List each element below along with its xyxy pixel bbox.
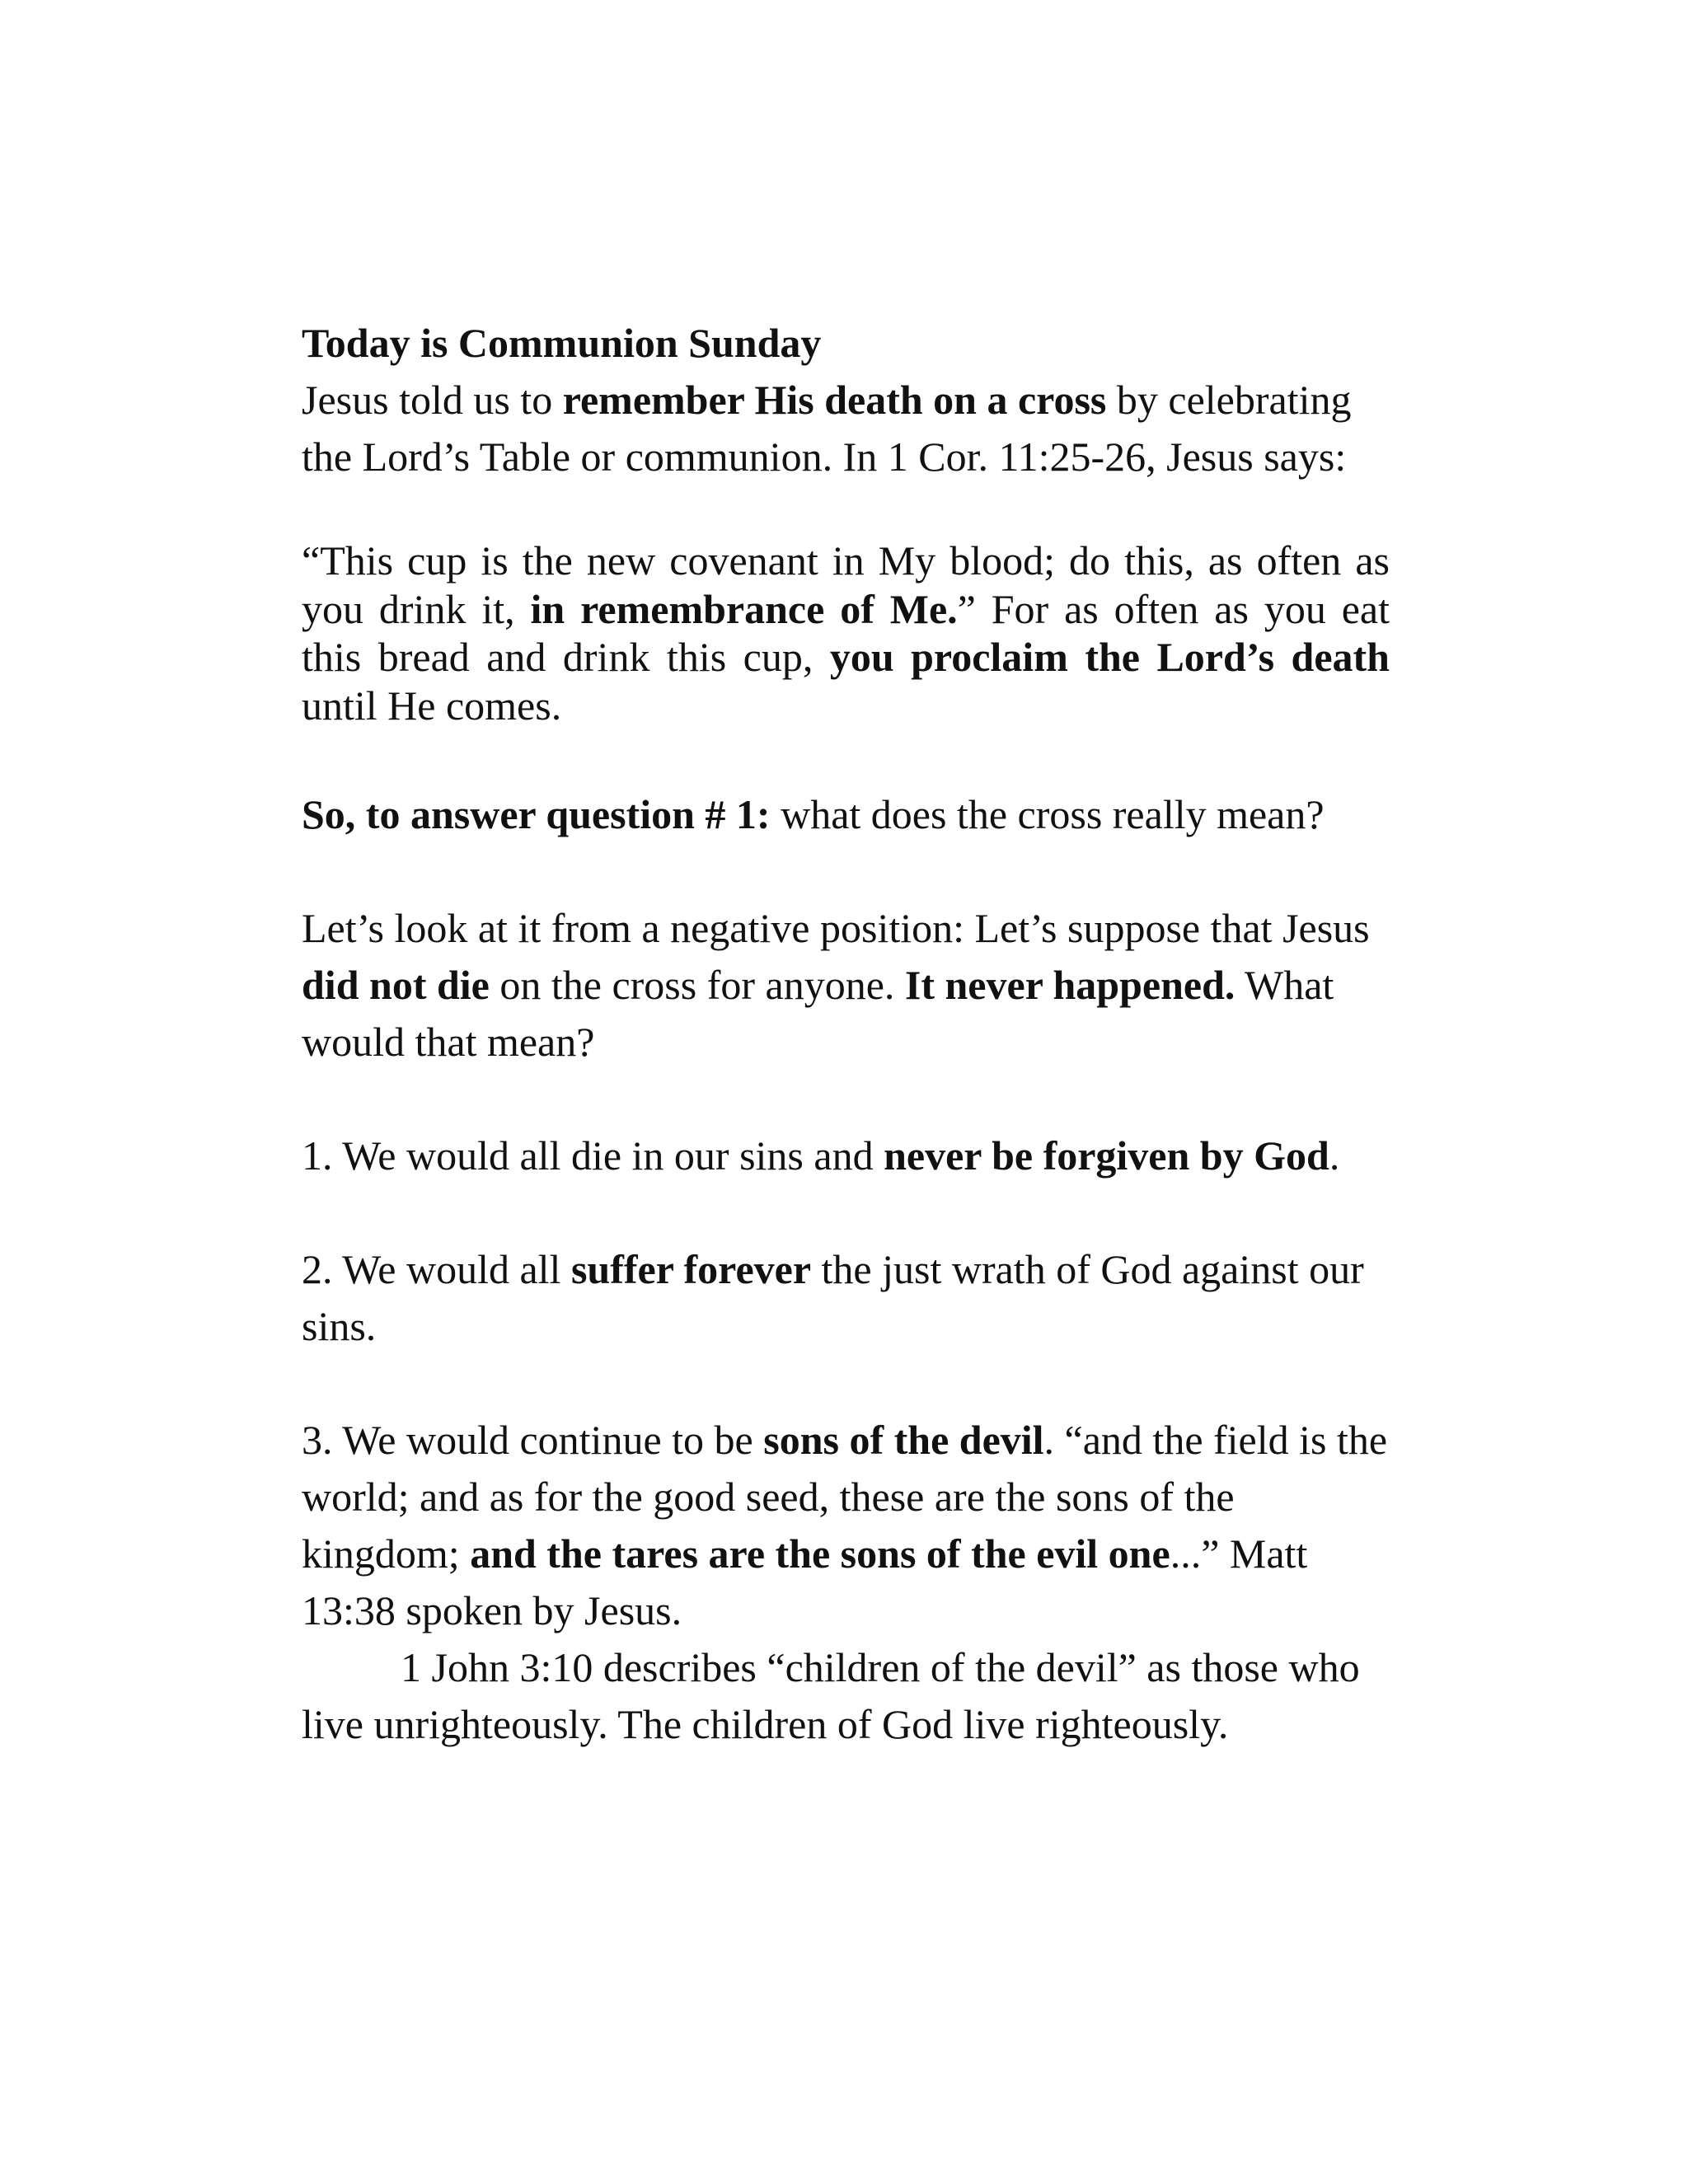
document-body [302,315,1390,1753]
negative-position-paragraph [302,900,1390,1071]
intro-bold-1: remember His death on a cross [562,377,1107,423]
point-1 [302,1127,1390,1184]
spacer [302,729,1390,786]
quote-text-2: ” For as often as you eat this bread and drink this cup, [302,585,1390,680]
point-2-text-2: the just wrath of God against our sins. [302,1246,1364,1349]
note-paragraph [302,1639,1390,1753]
quote-text-1: “This cup is the new covenant in My blood; do this, as often as you drink it, [302,537,1390,632]
point-1-text-1: 1. We would all die in our sins and [302,1132,884,1179]
point-3-text-2: . “and the field is the world; and as for the good seed, these are the sons of the kingdom; [302,1417,1388,1577]
question-paragraph [302,786,1390,843]
negative-bold-2: It never happened. [904,962,1236,1008]
negative-text-2: on the cross for anyone. [489,962,905,1008]
point-3-bold-2: and the tares are the sons of the evil one [470,1530,1170,1577]
spacer [302,843,1390,900]
point-3-text-3: ...” Matt 13:38 spoken by Jesus. [302,1530,1308,1633]
point-3-text-1: 3. We would continue to be [302,1417,764,1463]
scripture-quote [302,537,1390,729]
point-1-text-2: . [1329,1132,1340,1179]
point-3 [302,1412,1390,1639]
point-2 [302,1241,1390,1355]
document-title: Today is Communion Sunday [302,320,822,366]
point-2-text-1: 2. We would all [302,1246,571,1292]
intro-paragraph [302,372,1390,485]
negative-text-1: Let’s look at it from a negative position: Let’s suppose that Jesus [302,905,1370,951]
point-1-bold: never be forgiven by God [884,1132,1329,1179]
quote-bold-1: in remembrance of Me. [530,585,958,632]
quote-text-3: until He comes. [302,682,562,729]
negative-text-3: What would that mean? [302,962,1334,1065]
intro-text-1: Jesus told us to [302,377,563,423]
note-text: 1 John 3:10 describes “children of the devil” as those who live unrighteously. The children of God live righteously. [302,1644,1360,1747]
spacer [302,1071,1390,1127]
spacer [302,1184,1390,1241]
point-2-bold: suffer forever [570,1246,812,1292]
spacer [302,485,1390,537]
question-text: what does the cross really mean? [770,791,1325,837]
negative-bold-1: did not die [302,962,490,1008]
quote-bold-2: you proclaim the Lord’s death [829,634,1390,680]
point-3-bold-1: sons of the devil [763,1417,1044,1463]
question-bold: So, to answer question # 1: [302,791,771,837]
intro-text-2: by celebrating the Lord’s Table or communion. In 1 Cor. 11:25-26, Jesus says: [302,377,1352,480]
spacer [302,1355,1390,1412]
